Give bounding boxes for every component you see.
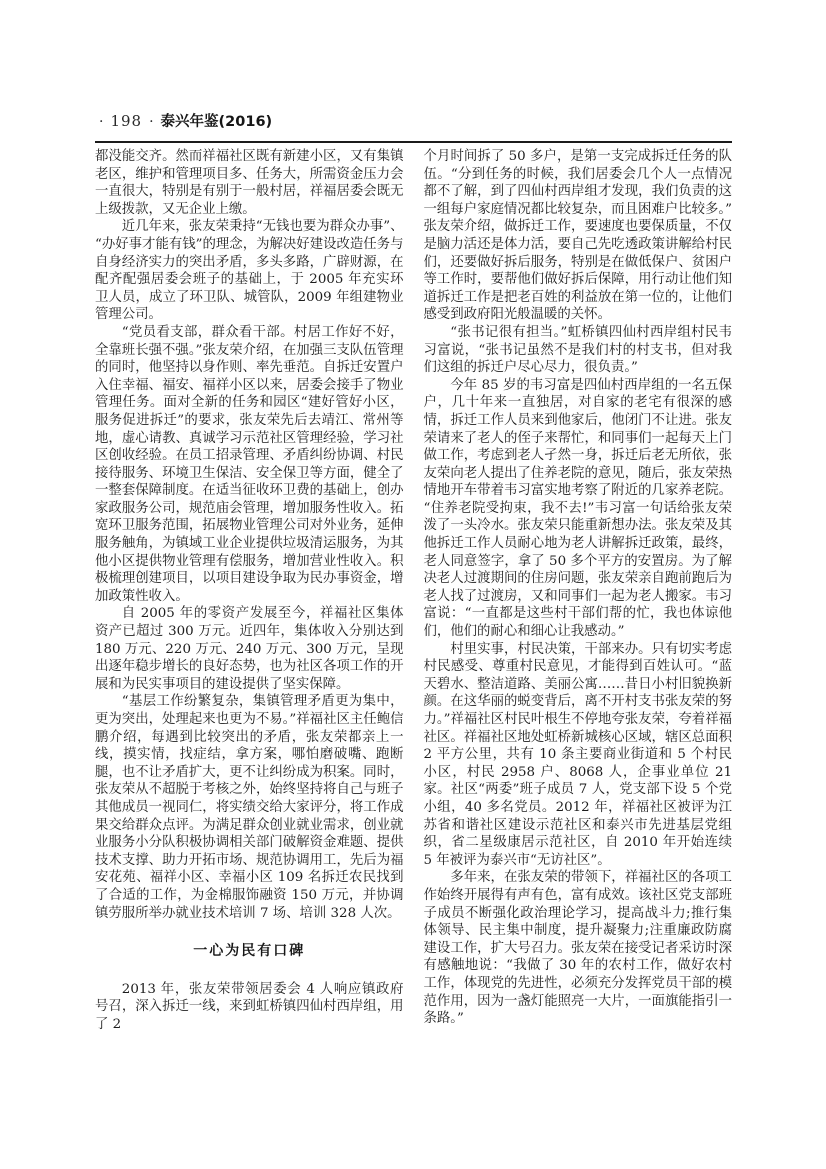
paragraph: 多年来，在张友荣的带领下，祥福社区的各项工作始终开展得有声有色，富有成效。该社区党支部班子成员不断强化政治理论学习，提高战斗力;推行集体领导、民主集中制度，提升凝聚力;注重廉政防腐建设工作，扩大号召力。张友荣在接受记者采访时深有感触地说：“我做了 30 年的农村工作，做好农村工作，体现党的先进性，必须充分发挥党员干部的模范作用，因为一盏灯能照亮一大片，一面旗能指引一条路。” xyxy=(423,870,732,1027)
article-body xyxy=(95,148,732,1034)
book-title: 泰兴年鉴(2016) xyxy=(160,114,273,130)
paragraph: “基层工作纷繁复杂，集镇管理矛盾更为集中，更为突出，处理起来也更为不易。”祥福社区主任鲍信鹏介绍，每遇到比较突出的矛盾，张友荣都亲上一线，摸实情，找症结，拿方案，哪怕磨破嘴、跑断腿，也不让矛盾扩大，更不让纠纷成为积案。同时，张友荣从不超脱于考核之外，始终坚持将自己与班子其他成员一视同仁，将实绩交给大家评分，将工作成果交给群众点评。为满足群众创业就业需求，创业就业服务小分队积极协调相关部门破解资金难题、提供技术支撑、助力开拓市场、规范协调用工，先后为福安花苑、福祥小区、幸福小区 109 名拆迁农民找到了合适的工作，为金棉服饰融资 150 万元，并协调镇劳服所举办就业技术培训 7 场、培训 328 人次。 xyxy=(95,694,404,921)
section-heading: 一心为民有口碑 xyxy=(193,943,306,960)
header-dot-icon: · xyxy=(149,114,154,130)
page-content-area xyxy=(95,110,732,1034)
paragraph: 2013 年，张友荣带领居委会 4 人响应镇政府号召，深入拆迁一线，来到虹桥镇四仙村西岸组，用了 2 xyxy=(95,981,404,1032)
paragraph: 自 2005 年的零资产发展至今，祥福社区集体资产已超过 300 万元。近四年，集体收入分别达到 180 万元、220 万元、240 万元、300 万元，呈现出逐年稳步增长的良好态势，也为社区各项工作的开展和为民实事项目的建设提供了坚实保障。 xyxy=(95,606,404,692)
paragraph: 都没能交齐。然而祥福社区既有新建小区，又有集镇老区，维护和管理项目多、任务大，所需资金压力会一直很大，特别是有别于一般村居，祥福居委会既无上级拨款，又无企业上缴。 xyxy=(95,149,404,217)
page-number: 198 xyxy=(110,112,143,130)
page-header xyxy=(95,110,732,132)
paragraph: 近几年来，张友荣秉持“无钱也要为群众办事”、“办好事才能有钱”的理念，为解决好建设改造任务与自身经济实力的突出矛盾，多头多路，广辟财源，在配齐配强居委会班子的基础上，于 2005 年充实环卫人员，成立了环卫队、城管队，2009 年组建物业管理公司。 xyxy=(95,219,404,323)
left-column xyxy=(95,148,404,1034)
header-dot-icon: · xyxy=(99,114,104,130)
paragraph: “张书记很有担当。”虹桥镇四仙村西岸组村民韦习富说，“张书记虽然不是我们村的村支书，但对我们这组的拆迁户尽心尽力，很负责。” xyxy=(423,324,732,376)
right-column xyxy=(424,148,733,1034)
paragraph: 村里实事，村民决策，干部来办。只有切实考虑村民感受、尊重村民意见，才能得到百姓认可。“蓝天碧水、整洁道路、美丽公寓……昔日小村旧貌换新颜。在这华丽的蜕变背后，离不开村支书张友荣的努力。”祥福社区村民叶根生不停地夸张友荣，夸着祥福社区。祥福社区地处虹桥新城核心区域，辖区总面积 2 平方公里，共有 10 条主要商业街道和 5 个村民小区，村民 2958 户、8068 人，企事业单位 21 家。社区“两委”班子成员 7 人，党支部下设 5 个党小组，40 多名党员。2012 年，祥福社区被评为江苏省和谐社区建设示范社区和泰兴市先进基层党组织，省二星级康居示范社区，自 2010 年开始连续 5 年被评为泰兴市“无访社区”。 xyxy=(423,641,732,868)
paragraph: 个月时间拆了 50 多户，是第一支完成拆迁任务的队伍。“分到任务的时候，我们居委会几个人一点情况都不了解，到了四仙村西岸组才发现，我们负责的这一组每户家庭情况都比较复杂，而且困难户比较多。”张友荣介绍，做拆迁工作，要速度也要保质量，不仅是脑力活还是体力活，要自己先吃透政策讲解给村民们，还要做好拆后服务，特别是在做低保户、贫困户等工作时，要帮他们做好拆后保障，用行动让他们知道拆迁工作是把老百姓的利益放在第一位的，让他们感受到政府阳光般温暖的关怀。 xyxy=(423,149,732,323)
paragraph: 今年 85 岁的韦习富是四仙村西岸组的一名五保户，几十年来一直独居，对自家的老宅有很深的感情，拆迁工作人员来到他家后，他闭门不让进。张友荣请来了老人的侄子来帮忙，和同事们一起每天上门做工作，考虑到老人孑然一身，拆迁后老无所依，张友荣向老人提出了住养老院的意见，随后，张友荣热情地开车带着韦习富实地考察了附近的几家养老院。“住养老院受拘束，我不去!”韦习富一句话给张友荣泼了一头冷水。张友荣只能重新想办法。张友荣及其他拆迁工作人员耐心地为老人讲解拆迁政策，最终，老人同意签字，拿了 50 多个平方的安置房。为了解决老人过渡期间的住房问题，张友荣亲自跑前跑后为老人找了过渡房，又和同事们一起为老人搬家。韦习富说：“一直都是这些村干部们帮的忙，我也体谅他们，他们的耐心和细心让我感动。” xyxy=(423,377,732,640)
header-divider xyxy=(95,141,732,143)
paragraph: “党员看支部，群众看干部。村居工作好不好，全靠班长强不强。”张友荣介绍，在加强三支队伍管理的同时，他坚持以身作则、率先垂范。自拆迁安置户入住幸福、福安、福祥小区以来，居委会接手了物业管理任务。面对全新的任务和园区“建好管好小区，服务促进拆迁”的要求，张友荣先后去靖江、常州等地，虚心请教、真诚学习示范社区管理经验，学习社区创收经验。在员工招录管理、矛盾纠纷协调、村民接待服务、环境卫生保洁、安全保卫等方面，健全了一整套保障制度。在适当征收环卫费的基础上，创办家政服务公司，规范庙会管理，增加服务性收入。拓宽环卫服务范围，拓展物业管理公司对外业务，延伸服务触角，为镇域工业企业提供垃圾清运服务，为其他小区提供物业管理有偿服务，增加营业性收入。积极梳理创建项目，以项目建设争取为民办事资金，增加政策性收入。 xyxy=(95,324,404,604)
